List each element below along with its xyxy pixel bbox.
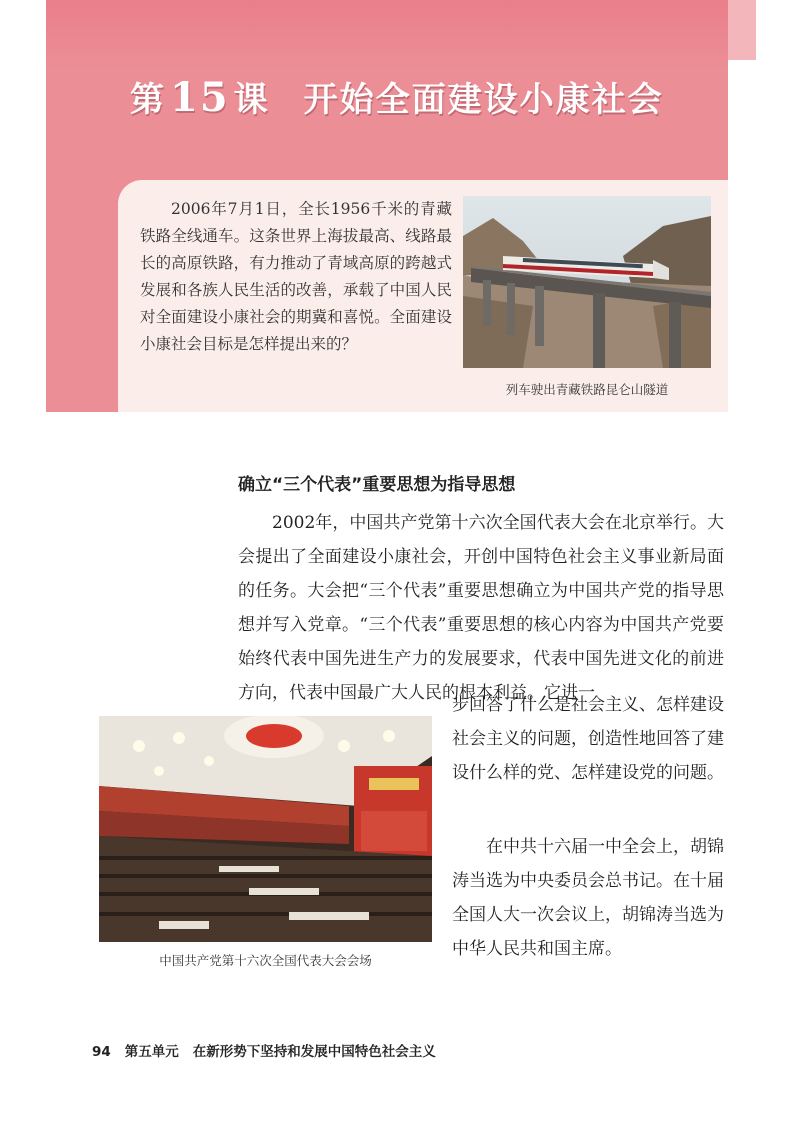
train-photo	[463, 196, 711, 368]
intro-text: 2006年7月1日，全长1956千米的青藏铁路全线通车。这条世界上海拔最高、线路最长的高原铁路，有力推动了青域高原的跨越式发展和各族人民生活的改善，承载了中国人民对全面建设小康社会的期冀和喜悦。全面建设小康社会目标是怎样提出来的？	[140, 200, 452, 353]
congress-photo	[99, 716, 432, 942]
body-paragraph-3: 在中共十六届一中全会上，胡锦涛当选为中央委员会总书记。在十届全国人大一次会议上，胡锦涛当选为中华人民共和国主席。	[452, 837, 724, 959]
lesson-title-text: 开始全面建设小康社会	[303, 80, 664, 120]
page-footer	[92, 1040, 436, 1060]
lesson-number: 15	[170, 74, 230, 121]
lesson-prefix: 第	[130, 80, 166, 120]
unit-label: 第五单元	[124, 1044, 179, 1060]
lesson-suffix: 课	[233, 80, 270, 120]
congress-hall-illustration	[99, 716, 432, 942]
body-paragraph-2: 步回答了什么是社会主义、怎样建设社会主义的问题，创造性地回答了建设什么样的党、怎样建设党的问题。	[452, 695, 724, 783]
train-illustration	[463, 196, 711, 368]
lesson-title	[130, 72, 664, 121]
page-number: 94	[92, 1044, 111, 1060]
congress-photo-caption: 中国共产党第十六次全国代表大会会场	[159, 953, 372, 968]
body-paragraph-1: 2002年，中国共产党第十六次全国代表大会在北京举行。大会提出了全面建设小康社会，开创中国特色社会主义事业新局面的任务。大会把“三个代表”重要思想确立为中国共产党的指导思想并写入党章。“三个代表”重要思想的核心内容为中国共产党要始终代表中国先进生产力的发展要求，代表中国先进文化的前进方向，代表中国最广大人民的根本利益。它进一	[238, 513, 724, 703]
unit-title: 在新形势下坚持和发展中国特色社会主义	[192, 1044, 436, 1060]
section-heading: 确立“三个代表”重要思想为指导思想	[238, 475, 516, 495]
corner-tab	[728, 0, 756, 60]
train-photo-caption: 列车驶出青藏铁路昆仑山隧道	[505, 382, 669, 397]
